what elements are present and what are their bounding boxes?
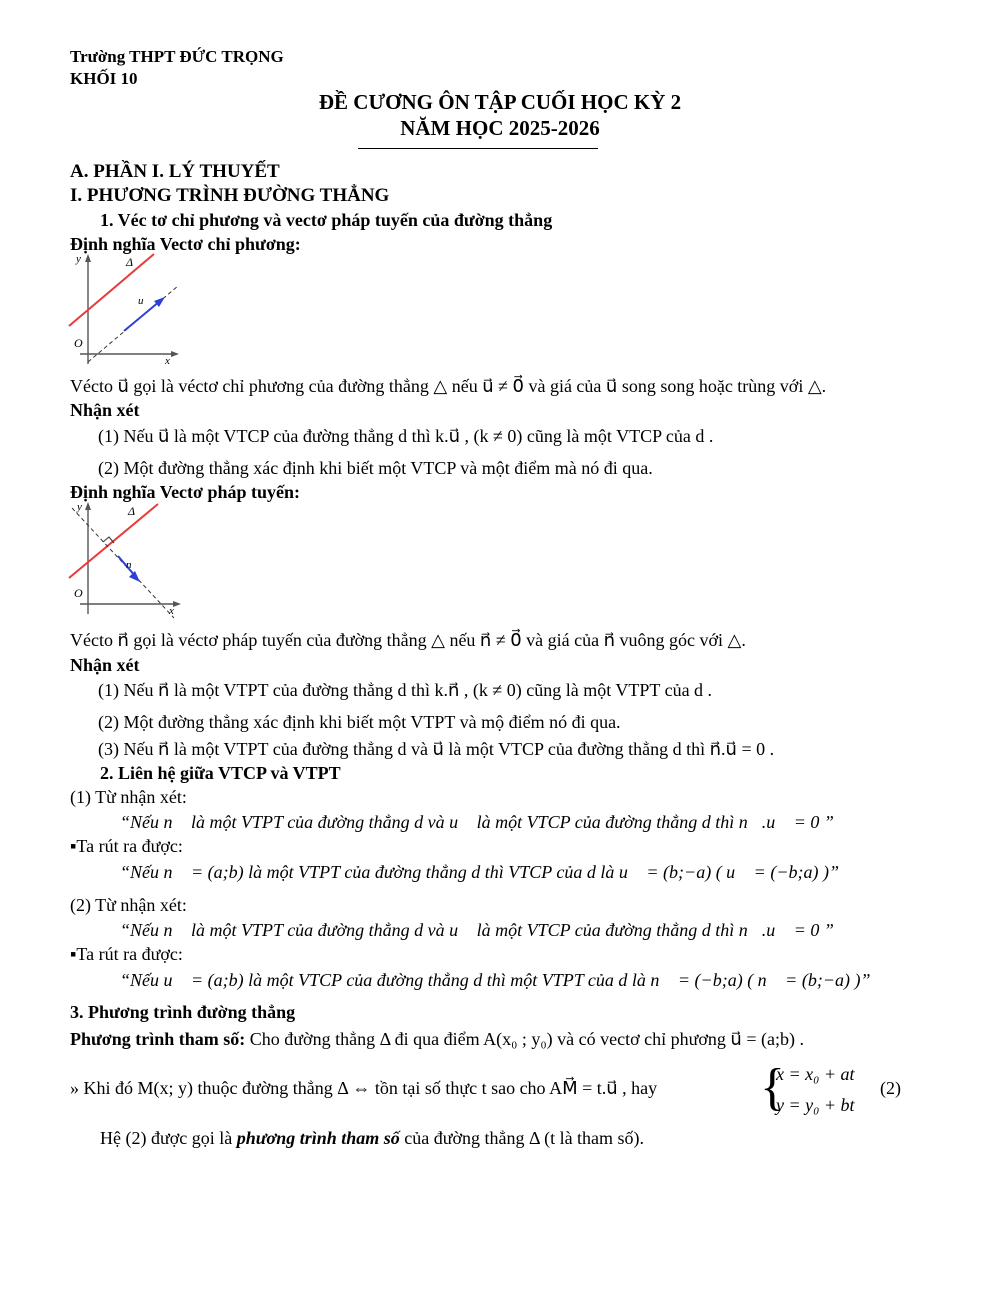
parametric-intro (70, 1029, 804, 1050)
system-brace: { (760, 1059, 785, 1116)
y-axis-arrow (85, 502, 91, 510)
parametric-footer-post: của đường thẳng Δ (t là tham số). (399, 1128, 645, 1148)
school-name: Trường THPT ĐỨC TRỌNG (70, 47, 284, 66)
x-axis-arrow (173, 601, 181, 607)
n-vector-arrowhead (129, 571, 140, 582)
subsection-3-heading: 3. Phương trình đường thẳng (70, 1002, 296, 1022)
x-label: x (165, 355, 170, 367)
section-i-heading: I. PHƯƠNG TRÌNH ĐƯỜNG THẲNG (70, 185, 390, 206)
parametric-eq-y: y = y₀ + bt (776, 1095, 855, 1115)
vtcp-remark-heading: Nhận xét (70, 400, 140, 420)
parametric-footer-emphasis: phương trình tham số (236, 1128, 400, 1148)
vector-label: u⃗ (138, 295, 153, 307)
vtpt-remark-2: (2) Một đường thẳng xác định khi biết một VTPT và mộ điểm nó đi qua. (98, 712, 621, 732)
vtcp-remark-1: (1) Nếu u⃗ là một VTCP của đường thẳng d thì k.u⃗ , (k ≠ 0) cũng là một VTCP của d . (98, 426, 714, 446)
grade-label: KHỐI 10 (70, 69, 138, 88)
vtpt-definition-text: Vécto n⃗ gọi là véctơ pháp tuyến của đường thẳng △ nếu n⃗ ≠ 0⃗ và giá của n⃗ vuông góc với △. (70, 630, 746, 650)
relation-quote-2: “Nếu n⃗ là một VTPT của đường thẳng d và u⃗ là một VTCP của đường thẳng d thì n⃗.u⃗ = 0 ” (120, 920, 834, 940)
y-label: y (77, 501, 82, 513)
vtcp-remark-2: (2) Một đường thẳng xác định khi biết một VTCP và một điểm mà nó đi qua. (98, 458, 653, 478)
vtcp-definition-title: Định nghĩa Vectơ chỉ phương: (70, 234, 301, 254)
delta-line (69, 504, 158, 578)
relation-deduce-2: ▪Ta rút ra được: (70, 944, 183, 964)
y-label: y (76, 253, 81, 265)
parametric-label: Phương trình tham số: (70, 1029, 246, 1049)
title-divider (358, 148, 598, 149)
vtcp-definition-text: Vécto u⃗ gọi là véctơ chỉ phương của đường thẳng △ nếu u⃗ ≠ 0⃗ và giá của u⃗ song song hoặc trùng với △. (70, 376, 827, 396)
parametric-text: Cho đường thẳng Δ đi qua điểm A(x₀ ; y₀) và có vectơ chỉ phương u⃗ = (a;b) . (249, 1029, 804, 1049)
document-title: ĐỀ CƯƠNG ÔN TẬP CUỐI HỌC KỲ 2 (318, 90, 682, 114)
delta-label: Δ (128, 504, 136, 518)
vtcp-figure (66, 252, 181, 368)
delta-label: Δ (126, 255, 134, 269)
vector-label: n⃗ (126, 559, 141, 571)
delta-line (69, 254, 154, 326)
vtpt-remark-3: (3) Nếu n⃗ là một VTPT của đường thẳng d và u⃗ là một VTCP của đường thẳng d thì n⃗.u⃗ = 0 . (98, 739, 775, 759)
parametric-condition: » Khi đó M(x; y) thuộc đường thẳng Δ ⇔ tồn tại số thực t sao cho AM⃗ = t.u⃗ , hay (70, 1078, 658, 1098)
origin-label: O (74, 586, 83, 600)
vtpt-remark-heading: Nhận xét (70, 655, 140, 675)
relation-quote-1: “Nếu n⃗ là một VTPT của đường thẳng d và u⃗ là một VTCP của đường thẳng d thì n⃗.u⃗ = 0 ” (120, 812, 834, 832)
equation-number: (2) (880, 1078, 901, 1098)
relation-deduce-1: ▪Ta rút ra được: (70, 836, 183, 856)
vtpt-definition-title: Định nghĩa Vectơ pháp tuyến: (70, 482, 301, 502)
vtpt-figure (66, 500, 186, 620)
relation-point-2: (2) Từ nhận xét: (70, 895, 187, 915)
parametric-footer-pre: Hệ (2) được gọi là (100, 1128, 237, 1148)
x-axis-arrow (171, 351, 179, 357)
relation-conclusion-2: “Nếu u⃗ = (a;b) là một VTCP của đường thẳng d thì một VTPT của d là n⃗ = (−b;a) ( n⃗ = (b;−a) )” (120, 970, 871, 990)
origin-label: O (74, 336, 83, 350)
x-label: x (169, 605, 174, 617)
subsection-2-heading: 2. Liên hệ giữa VTCP và VTPT (100, 763, 341, 783)
subsection-1-heading: 1. Véc tơ chỉ phương và vectơ pháp tuyến của đường thẳng (100, 210, 553, 230)
vtpt-remark-1: (1) Nếu n⃗ là một VTPT của đường thẳng d thì k.n⃗ , (k ≠ 0) cũng là một VTPT của d . (98, 680, 713, 700)
parametric-eq-x: x = x₀ + at (776, 1064, 855, 1084)
y-axis-arrow (85, 254, 91, 262)
document-subtitle: NĂM HỌC 2025-2026 (400, 116, 600, 140)
relation-point-1: (1) Từ nhận xét: (70, 787, 187, 807)
relation-conclusion-1: “Nếu n⃗ = (a;b) là một VTPT của đường thẳng d thì VTCP của d là u⃗ = (b;−a) ( u⃗ = (−b;a) )” (120, 862, 839, 882)
section-a-heading: A. PHẦN I. LÝ THUYẾT (70, 161, 280, 182)
parametric-footer (100, 1128, 644, 1149)
